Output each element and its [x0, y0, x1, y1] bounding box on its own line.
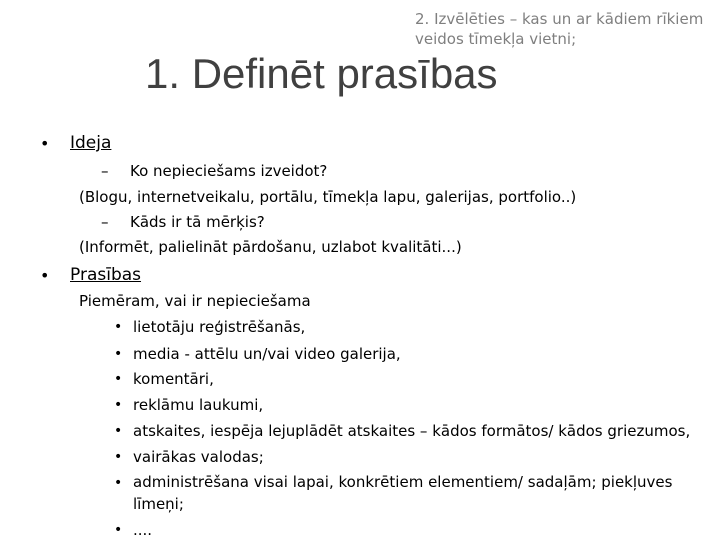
requirement-item: media - attēlu un/vai video galerija,	[133, 345, 401, 363]
bullet-icon: •	[40, 266, 50, 285]
section-heading-ideja: Ideja	[70, 133, 112, 153]
idea-question-2: Kāds ir tā mērķis?	[130, 213, 265, 231]
bullet-icon: •	[114, 522, 123, 538]
requirement-item: ....	[133, 521, 153, 539]
slide-title: 1. Definēt prasības	[145, 50, 498, 97]
requirement-item: reklāmu laukumi,	[133, 396, 264, 414]
requirement-item: vairākas valodas;	[133, 448, 264, 466]
bullet-icon: •	[114, 371, 123, 387]
section-heading-prasibas: Prasības	[70, 265, 142, 285]
bullet-icon: •	[114, 475, 123, 491]
requirement-item: lietotāju reģistrēšanās,	[133, 318, 306, 336]
idea-question-1: Ko nepieciešams izveidot?	[130, 162, 328, 180]
bullet-icon: •	[40, 134, 50, 153]
idea-answer-1: (Blogu, internetveikalu, portālu, tīmekļa lapu, galerijas, portfolio..)	[79, 188, 577, 206]
next-step-note: 2. Izvēlēties – kas un ar kādiem rīkiem veidos tīmekļa vietni;	[415, 10, 704, 48]
requirements-intro: Piemēram, vai ir nepieciešama	[79, 292, 311, 310]
requirement-item: atskaites, iespēja lejuplādēt atskaites – kādos formātos/ kādos griezumos,	[133, 422, 691, 440]
requirement-item: komentāri,	[133, 370, 214, 388]
bullet-icon: •	[114, 397, 123, 413]
bullet-icon: •	[114, 449, 123, 465]
bullet-icon: •	[114, 319, 123, 335]
bullet-icon: •	[114, 346, 123, 362]
dash-icon: –	[101, 213, 109, 231]
dash-icon: –	[101, 162, 109, 180]
idea-answer-2: (Informēt, palielināt pārdošanu, uzlabot kvalitāti...)	[79, 238, 462, 256]
requirement-item: administrēšana visai lapai, konkrētiem elementiem/ sadaļām; piekļuves līmeņi;	[133, 473, 673, 513]
bullet-icon: •	[114, 423, 123, 439]
